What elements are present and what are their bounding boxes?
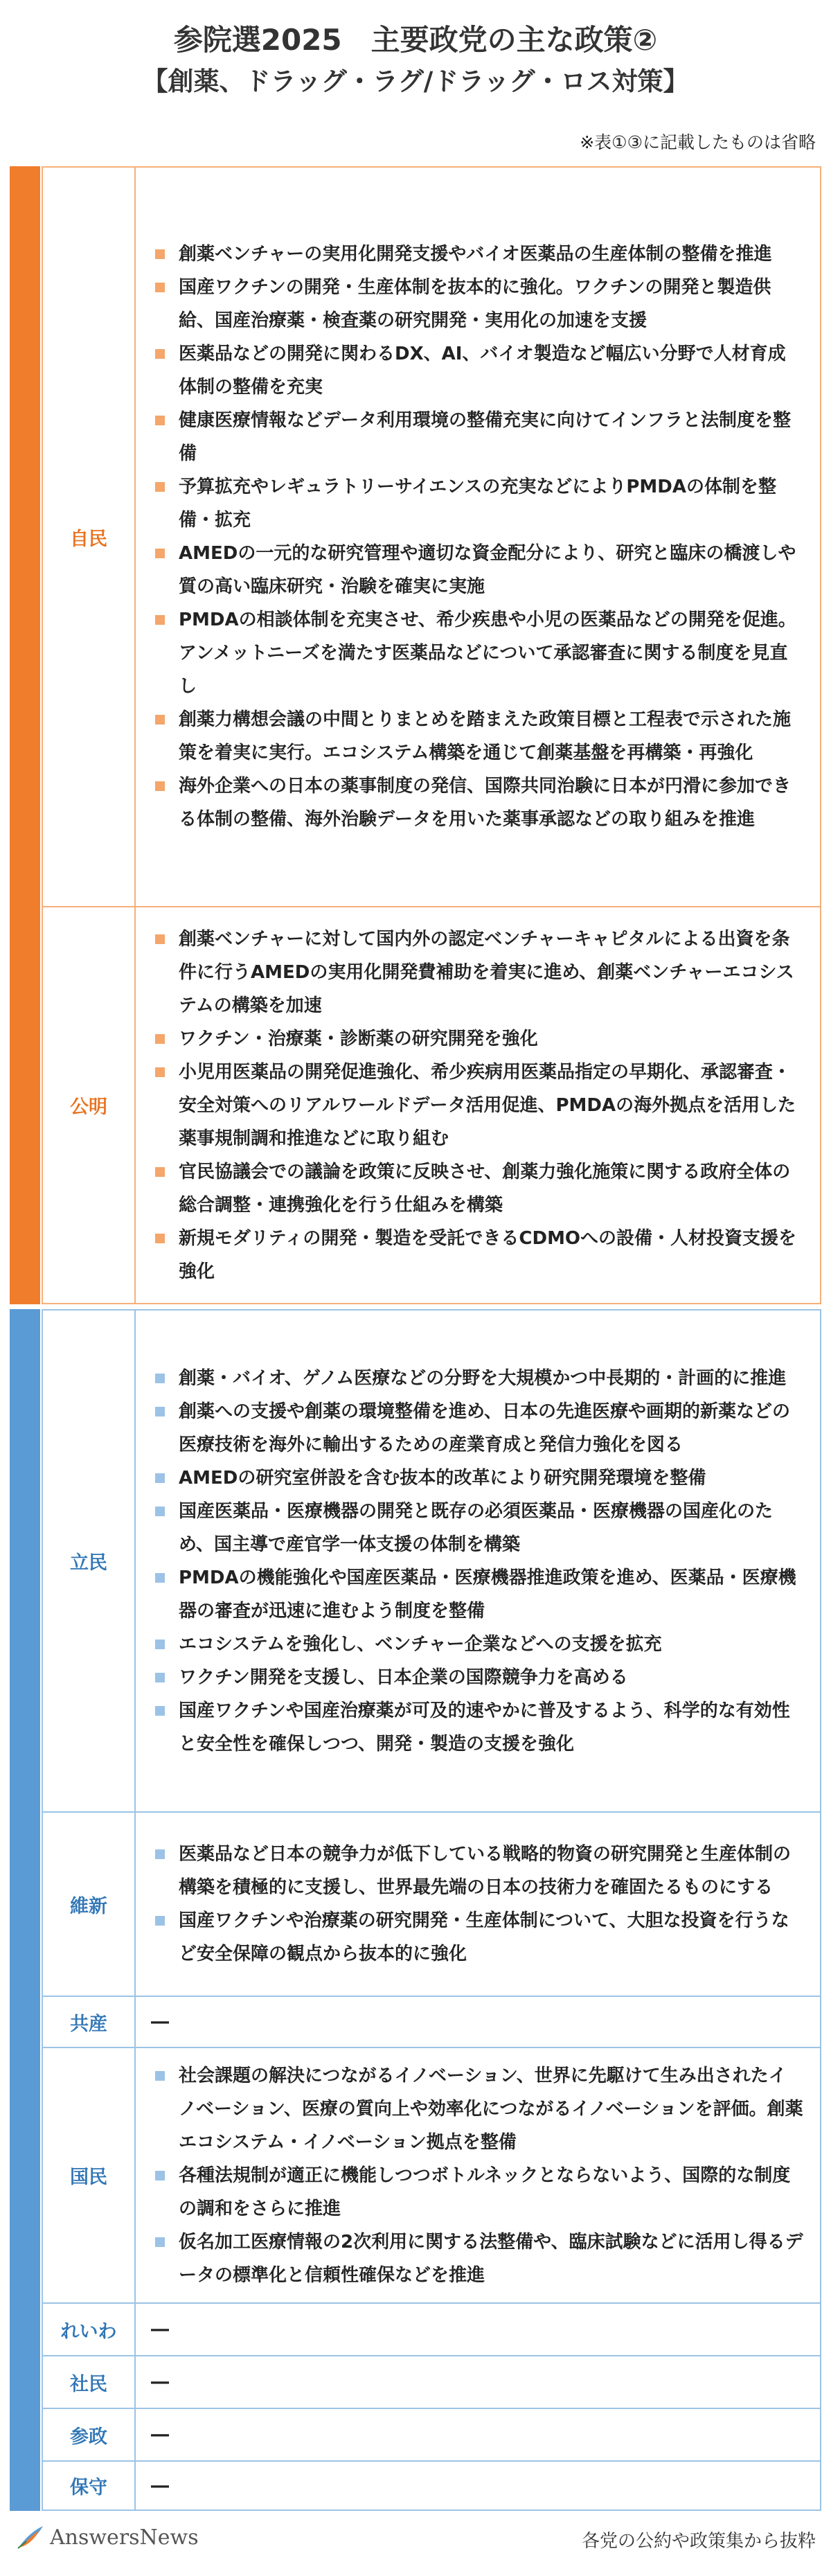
- square-bullet-icon: [155, 549, 165, 558]
- policy-text: エコシステムを強化し、ベンチャー企業などへの支援を拡充: [179, 1633, 662, 1655]
- policy-item: [151, 603, 803, 703]
- policy-item: [151, 1694, 803, 1761]
- policy-item: [151, 2059, 803, 2159]
- policy-text: 医薬品など日本の競争力が低下している戦略的物資の研究開発と生産体制の構築を積極的に支援し、世界最先端の日本の技術力を確固たるものにする: [179, 1844, 792, 1898]
- square-bullet-icon: [155, 1573, 165, 1583]
- square-bullet-icon: [155, 482, 165, 492]
- policy-item: [151, 271, 803, 337]
- policy-list: [136, 2048, 820, 2302]
- ruling-parties-block: [10, 166, 821, 1304]
- policy-text: 国産ワクチンや国産治療薬が可及的速やかに普及するよう、科学的な有効性と安全性を確保しつつ、開発・製造の支援を強化: [179, 1700, 790, 1755]
- square-bullet-icon: [155, 1673, 165, 1682]
- policy-item: [151, 404, 803, 470]
- party-name: 公明: [43, 907, 136, 1303]
- party-name: 共産: [43, 1997, 136, 2047]
- opposition-parties-table: [42, 1309, 821, 2511]
- policy-item: [151, 470, 803, 537]
- no-policy-dash: ―: [151, 2372, 169, 2392]
- party-row: [43, 2355, 820, 2408]
- party-row: [43, 2047, 820, 2302]
- policy-text: ワクチン開発を支援し、日本企業の国際競争力を高める: [179, 1667, 628, 1688]
- policy-text: 国産医薬品・医療機器の開発と既存の必須医薬品・医療機器の国産化のため、国主導で産官学一体支援の体制を構築: [179, 1500, 774, 1555]
- ruling-color-bar: [10, 166, 40, 1304]
- policy-item: [151, 1661, 803, 1694]
- party-row: [43, 1996, 820, 2047]
- party-name: れいわ: [43, 2304, 136, 2355]
- policy-list: [136, 1813, 820, 1996]
- no-policy-dash: ―: [151, 2011, 169, 2032]
- party-name: 国民: [43, 2048, 136, 2302]
- party-name: 立民: [43, 1311, 136, 1811]
- square-bullet-icon: [155, 1849, 165, 1859]
- party-name: 維新: [43, 1813, 136, 1996]
- policy-item: [151, 2159, 803, 2226]
- policy-text: 健康医療情報などデータ利用環境の整備充実に向けてインフラと法制度を整備: [179, 410, 792, 464]
- square-bullet-icon: [155, 1234, 165, 1243]
- policy-list: [136, 907, 820, 1303]
- policy-list: [136, 1311, 820, 1811]
- policy-item: [151, 1362, 803, 1395]
- square-bullet-icon: [155, 1034, 165, 1044]
- policy-text: PMDAの相談体制を充実させ、希少疾患や小児の医薬品などの開発を促進。アンメットニーズを満たす医薬品などについて承認審査に関する制度を見直し: [179, 610, 796, 697]
- square-bullet-icon: [155, 249, 165, 259]
- square-bullet-icon: [155, 715, 165, 725]
- square-bullet-icon: [155, 349, 165, 359]
- policy-text: 新規モダリティの開発・製造を受託できるCDMOへの設備・人材投資支援を強化: [179, 1227, 797, 1282]
- policy-item: [151, 770, 803, 836]
- policy-text: 仮名加工医療情報の2次利用に関する法整備や、臨床試験などに活用し得るデータの標準化と信頼性確保などを推進: [179, 2231, 803, 2286]
- policy-item: [151, 1022, 803, 1056]
- policy-item: [151, 537, 803, 603]
- policy-item: [151, 1628, 803, 1661]
- policy-item: [151, 1495, 803, 1561]
- policy-text: 官民協議会での議論を政策に反映させ、創薬力強化施策に関する政府全体の総合調整・連携強化を行う仕組みを構築: [179, 1161, 791, 1216]
- omission-note: ※表①③に記載したものは省略: [580, 132, 816, 152]
- square-bullet-icon: [155, 1916, 165, 1926]
- policy-text: 各種法規制が適正に機能しつつボトルネックとならないよう、国際的な制度の調和をさらに推進: [179, 2165, 791, 2219]
- no-policy-dash: ―: [151, 2475, 169, 2496]
- no-policy-dash: ―: [151, 2424, 169, 2445]
- policy-list: [136, 2356, 820, 2408]
- opposition-parties-block: [10, 1309, 821, 2511]
- policy-text: 創薬ベンチャーに対して国内外の認定ベンチャーキャピタルによる出資を条件に行うAMEDの実用化開発費補助を着実に進め、創薬ベンチャーエコシステムの構築を加速: [179, 928, 794, 1016]
- policy-text: 創薬ベンチャーの実用化開発支援やバイオ医薬品の生産体制の整備を推進: [179, 244, 772, 265]
- source-note: 各党の公約や政策集から抜粋: [581, 2531, 816, 2552]
- square-bullet-icon: [155, 1473, 165, 1483]
- policy-text: 創薬への支援や創薬の環境整備を進め、日本の先進医療や画期的新薬などの医療技術を海外に輸出するための産業育成と発信力強化を図る: [179, 1401, 790, 1455]
- policy-item: [151, 1222, 803, 1288]
- policy-text: AMEDの研究室併設を含む抜本的改革により研究開発環境を整備: [179, 1467, 706, 1489]
- policy-item: [151, 1904, 803, 1971]
- square-bullet-icon: [155, 1374, 165, 1383]
- square-bullet-icon: [155, 2171, 165, 2180]
- policy-text: 海外企業への日本の薬事制度の発信、国際共同治験に日本が円滑に参加できる体制の整備、海外治験データを用いた薬事承認などの取り組みを推進: [179, 776, 792, 830]
- policy-text: 創薬力構想会議の中間とりまとめを踏まえた政策目標と工程表で示された施策を着実に実行。エコシステム構築を通じて創薬基盤を再構築・再強化: [179, 709, 792, 763]
- policy-list: [136, 2462, 820, 2510]
- policy-list: [136, 2304, 820, 2355]
- policy-list: [136, 1997, 820, 2047]
- logo-feather-icon: [15, 2523, 46, 2551]
- policy-item: [151, 2226, 803, 2292]
- logo-text: AnswersNews: [50, 2525, 199, 2550]
- policy-item: [151, 1056, 803, 1155]
- no-policy-dash: ―: [151, 2319, 169, 2340]
- policy-text: 国産ワクチンの開発・生産体制を抜本的に強化。ワクチンの開発と製造供給、国産治療薬・検査薬の研究開発・実用化の加速を支援: [179, 277, 771, 331]
- policy-text: 医薬品などの開発に関わるDX、AI、バイオ製造など幅広い分野で人材育成体制の整備を充実: [179, 344, 786, 398]
- opposition-color-bar: [10, 1309, 40, 2511]
- party-name: 社民: [43, 2356, 136, 2408]
- square-bullet-icon: [155, 615, 165, 625]
- policy-text: 小児用医薬品の開発促進強化、希少疾病用医薬品指定の早期化、承認審査・安全対策へのリアルワールドデータ活用促進、PMDAの海外拠点を活用した薬事規制調和推進などに取り組む: [179, 1061, 796, 1149]
- policy-text: PMDAの機能強化や国産医薬品・医療機器推進政策を進め、医薬品・医療機器の審査が迅速に進むよう制度を整備: [179, 1567, 796, 1622]
- answersnews-logo: [15, 2521, 199, 2553]
- policy-text: 予算拡充やレギュラトリーサイエンスの充実などによりPMDAの体制を整備・拡充: [179, 477, 776, 531]
- policy-item: [151, 1462, 803, 1495]
- square-bullet-icon: [155, 1067, 165, 1077]
- policy-text: ワクチン・治療薬・診断薬の研究開発を強化: [179, 1028, 538, 1049]
- square-bullet-icon: [155, 1706, 165, 1716]
- party-row: [43, 2302, 820, 2355]
- party-row: [43, 2460, 820, 2510]
- party-row: [43, 1311, 820, 1811]
- policy-item: [151, 337, 803, 404]
- policy-text: 国産ワクチンや治療薬の研究開発・生産体制について、大胆な投資を行うなど安全保障の観点から抜本的に強化: [179, 1910, 789, 1964]
- policy-text: AMEDの一元的な研究管理や適切な資金配分により、研究と臨床の橋渡しや質の高い臨床研究・治験を確実に実施: [179, 543, 796, 597]
- party-row: [43, 2408, 820, 2460]
- square-bullet-icon: [155, 2237, 165, 2247]
- party-row: [43, 168, 820, 906]
- policy-item: [151, 1561, 803, 1628]
- policy-item: [151, 1838, 803, 1904]
- policy-list: [136, 2409, 820, 2460]
- policy-item: [151, 923, 803, 1022]
- policy-text: 社会課題の解決につながるイノベーション、世界に先駆けて生み出されたイノベーション、医療の質向上や効率化につながるイノベーションを評価。創薬エコシステム・イノベーション拠点を整備: [179, 2065, 803, 2153]
- party-row: [43, 1811, 820, 1996]
- party-name: 参政: [43, 2409, 136, 2460]
- square-bullet-icon: [155, 934, 165, 944]
- square-bullet-icon: [155, 1167, 165, 1177]
- square-bullet-icon: [155, 1640, 165, 1649]
- policy-list: [136, 168, 820, 906]
- policy-text: 創薬・バイオ、ゲノム医療などの分野を大規模かつ中長期的・計画的に推進: [179, 1367, 787, 1389]
- ruling-parties-table: [42, 166, 821, 1304]
- policy-item: [151, 238, 803, 271]
- policy-item: [151, 1395, 803, 1462]
- page-title: 参院選2025 主要政党の主な政策②: [173, 23, 658, 57]
- square-bullet-icon: [155, 283, 165, 292]
- page-subtitle: 【創薬、ドラッグ・ラグ/ドラッグ・ロス対策】: [142, 66, 689, 96]
- policy-item: [151, 703, 803, 770]
- square-bullet-icon: [155, 2071, 165, 2081]
- party-name: 保守: [43, 2462, 136, 2510]
- square-bullet-icon: [155, 416, 165, 425]
- party-name: 自民: [43, 168, 136, 906]
- policy-item: [151, 1155, 803, 1222]
- party-row: [43, 906, 820, 1303]
- square-bullet-icon: [155, 1507, 165, 1516]
- square-bullet-icon: [155, 1407, 165, 1416]
- square-bullet-icon: [155, 781, 165, 791]
